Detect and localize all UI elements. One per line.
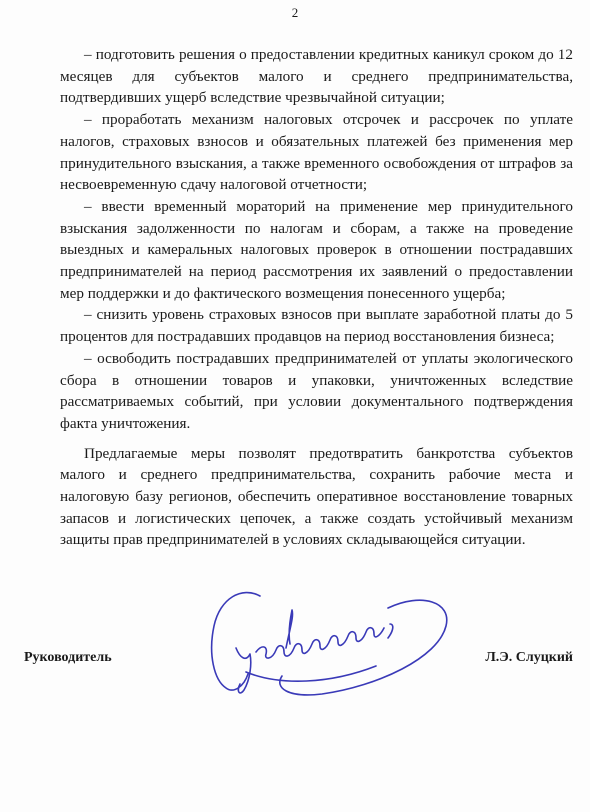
paragraph-credit-holidays: – подготовить решения о предоставлении кредитных каникул сроком до 12 месяцев для субъектов малого и среднего предпринимательства, подтвердивших ущерб вследствие чрезвычайной ситуации;	[60, 46, 573, 107]
signatory-name: Л.Э. Слуцкий	[485, 650, 573, 665]
paragraph-ecological-fee: – освободить пострадавших предпринимателей от уплаты экологического сбора в отношении товаров и упаковки, уничтоженных вследствие рассматриваемых событий, при условии документального подтверждения факта уничтожения.	[60, 349, 573, 432]
page-number: 2	[291, 5, 299, 20]
paragraph-conclusion: Предлагаемые меры позволят предотвратить банкротства субъектов малого и среднего предпринимательства, сохранить рабочие места и налоговую базу регионов, обеспечить оперативное восстановление товарных запасов и логистических цепочек, а также создать устойчивый механизм защиты прав предпринимателей в условиях складывающейся ситуации.	[60, 444, 573, 549]
handwritten-signature	[190, 568, 460, 718]
paragraph-moratorium: – ввести временный мораторий на применение мер принудительного взыскания задолженности по налогам и сборам, а также на проведение выездных и камеральных налоговых проверок в отношении пострадавших предпринимателей на период рассмотрения их заявлений о предоставлении мер поддержки и до фактического возмещения понесенного ущерба;	[60, 197, 573, 302]
letter-body	[60, 44, 573, 551]
paragraph-insurance-contributions: – снизить уровень страховых взносов при выплате заработной платы до 5 процентов для пострадавших продавцов на период восстановления бизнеса;	[60, 306, 573, 346]
paragraph-tax-deferrals: – проработать механизм налоговых отсрочек и рассрочек по уплате налогов, страховых взносов и обязательных платежей без применения мер принудительного взыскания, а также временного освобождения от штрафов за несвоевременную сдачу налоговой отчетности;	[60, 111, 573, 194]
signatory-title: Руководитель	[24, 650, 112, 665]
